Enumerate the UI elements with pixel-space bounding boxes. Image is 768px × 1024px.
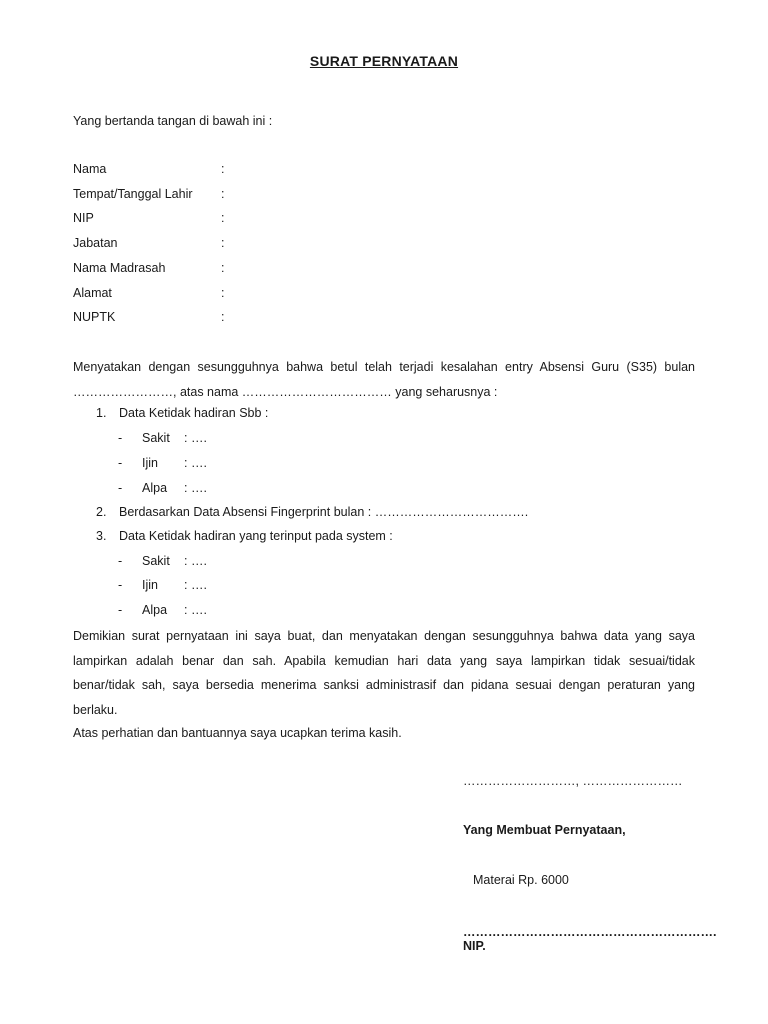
absence-label-alpa: Alpa [142, 481, 168, 495]
list-dash: - [118, 554, 123, 568]
list-text-1: Data Ketidak hadiran Sbb : [119, 406, 269, 420]
list-text-2: Berdasarkan Data Absensi Fingerprint bulan : ………………………………. [119, 505, 529, 519]
field-colon: : [221, 211, 225, 225]
declaration-line-1: Demikian surat pernyataan ini saya buat, dan menyatakan dengan sesungguhnya bahwa data yang saya [73, 629, 695, 643]
field-colon: : [221, 286, 225, 300]
list-dash: - [118, 578, 123, 592]
list-dash: - [118, 481, 123, 495]
intro-text: Yang bertanda tangan di bawah ini : [73, 114, 273, 128]
absence-label-sakit: Sakit [142, 554, 170, 568]
list-dash: - [118, 603, 123, 617]
absence-value: : …. [184, 431, 207, 445]
absence-label-ijin: Ijin [142, 456, 158, 470]
declaration-line-3: benar/tidak sah, saya bersedia menerima sanksi administrasif dan pidana sesuai dengan peraturan yang [73, 678, 695, 692]
declaration-line-2: lampirkan adalah benar dan sah. Apabila kemudian hari data yang saya lampirkan tidak sesuai/tidak [73, 653, 695, 668]
declaration-paragraph [73, 624, 695, 722]
signature-name-line: ……………………………………………………. [463, 925, 717, 939]
materai-label: Materai Rp. 6000 [473, 873, 569, 887]
list-dash: - [118, 431, 123, 445]
field-colon: : [221, 162, 225, 176]
statement-line-2: ……………………, atas nama ……………………………… yang seharusnya : [73, 384, 498, 399]
list-number-2: 2. [96, 505, 107, 519]
absence-label-ijin: Ijin [142, 578, 158, 592]
signature-nip: NIP. [463, 939, 486, 953]
absence-value: : …. [184, 481, 207, 495]
statement-line-1: Menyatakan dengan sesungguhnya bahwa betul telah terjadi kesalahan entry Absensi Guru (S35) bulan [73, 360, 695, 374]
field-colon: : [221, 187, 225, 201]
declaration-line-4: berlaku. [73, 702, 118, 717]
list-number-3: 3. [96, 529, 107, 543]
field-colon: : [221, 310, 225, 324]
statement-paragraph [73, 355, 695, 404]
signature-maker: Yang Membuat Pernyataan, [463, 823, 626, 837]
absence-label-alpa: Alpa [142, 603, 168, 617]
field-label-nip: NIP [73, 211, 94, 225]
field-label-nuptk: NUPTK [73, 310, 116, 324]
list-number-1: 1. [96, 406, 107, 420]
list-text-3: Data Ketidak hadiran yang terinput pada system : [119, 529, 393, 543]
field-label-nama-madrasah: Nama Madrasah [73, 261, 166, 275]
list-dash: - [118, 456, 123, 470]
absence-value: : …. [184, 456, 207, 470]
field-label-nama: Nama [73, 162, 107, 176]
field-colon: : [221, 236, 225, 250]
absence-value: : …. [184, 554, 207, 568]
document-title: SURAT PERNYATAAN [309, 53, 459, 69]
absence-value: : …. [184, 578, 207, 592]
field-label-jabatan: Jabatan [73, 236, 118, 250]
closing-text: Atas perhatian dan bantuannya saya ucapkan terima kasih. [73, 726, 402, 740]
absence-value: : …. [184, 603, 207, 617]
field-colon: : [221, 261, 225, 275]
absence-label-sakit: Sakit [142, 431, 170, 445]
field-label-alamat: Alamat [73, 286, 112, 300]
place-date-line: ………………………, …………………… [463, 774, 683, 788]
field-label-tempat-tanggal-lahir: Tempat/Tanggal Lahir [73, 187, 193, 201]
